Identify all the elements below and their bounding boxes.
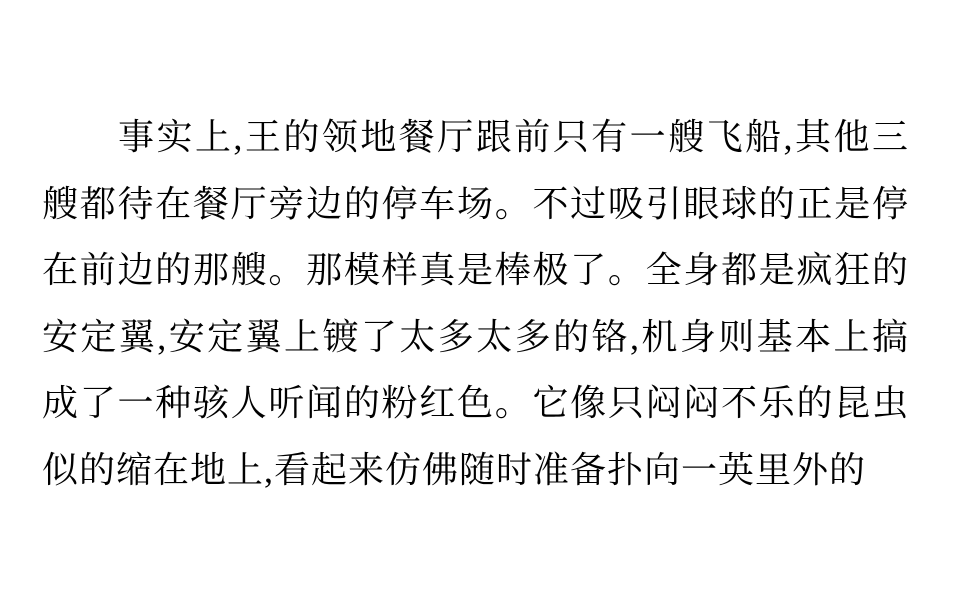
paragraph bbox=[42, 104, 909, 503]
paragraph-line-4: 安定翼,安定翼上镀了太多太多的铬,机身则基本上搞 bbox=[42, 316, 909, 357]
paragraph-line-1: 事实上,王的领地餐厅跟前只有一艘飞船,其他三 bbox=[118, 117, 909, 157]
paragraph-line-3: 在前边的那艘。那模样真是棒极了。全身都是疯狂的 bbox=[42, 250, 909, 290]
paragraph-line-6: 似的缩在地上,看起来仿佛随时准备扑向一英里外的 bbox=[42, 449, 867, 490]
paragraph-line-5: 成了一种骇人听闻的粉红色。它像只闷闷不乐的昆虫 bbox=[42, 383, 909, 423]
paragraph-line-2: 艘都待在餐厅旁边的停车场。不过吸引眼球的正是停 bbox=[42, 183, 909, 224]
